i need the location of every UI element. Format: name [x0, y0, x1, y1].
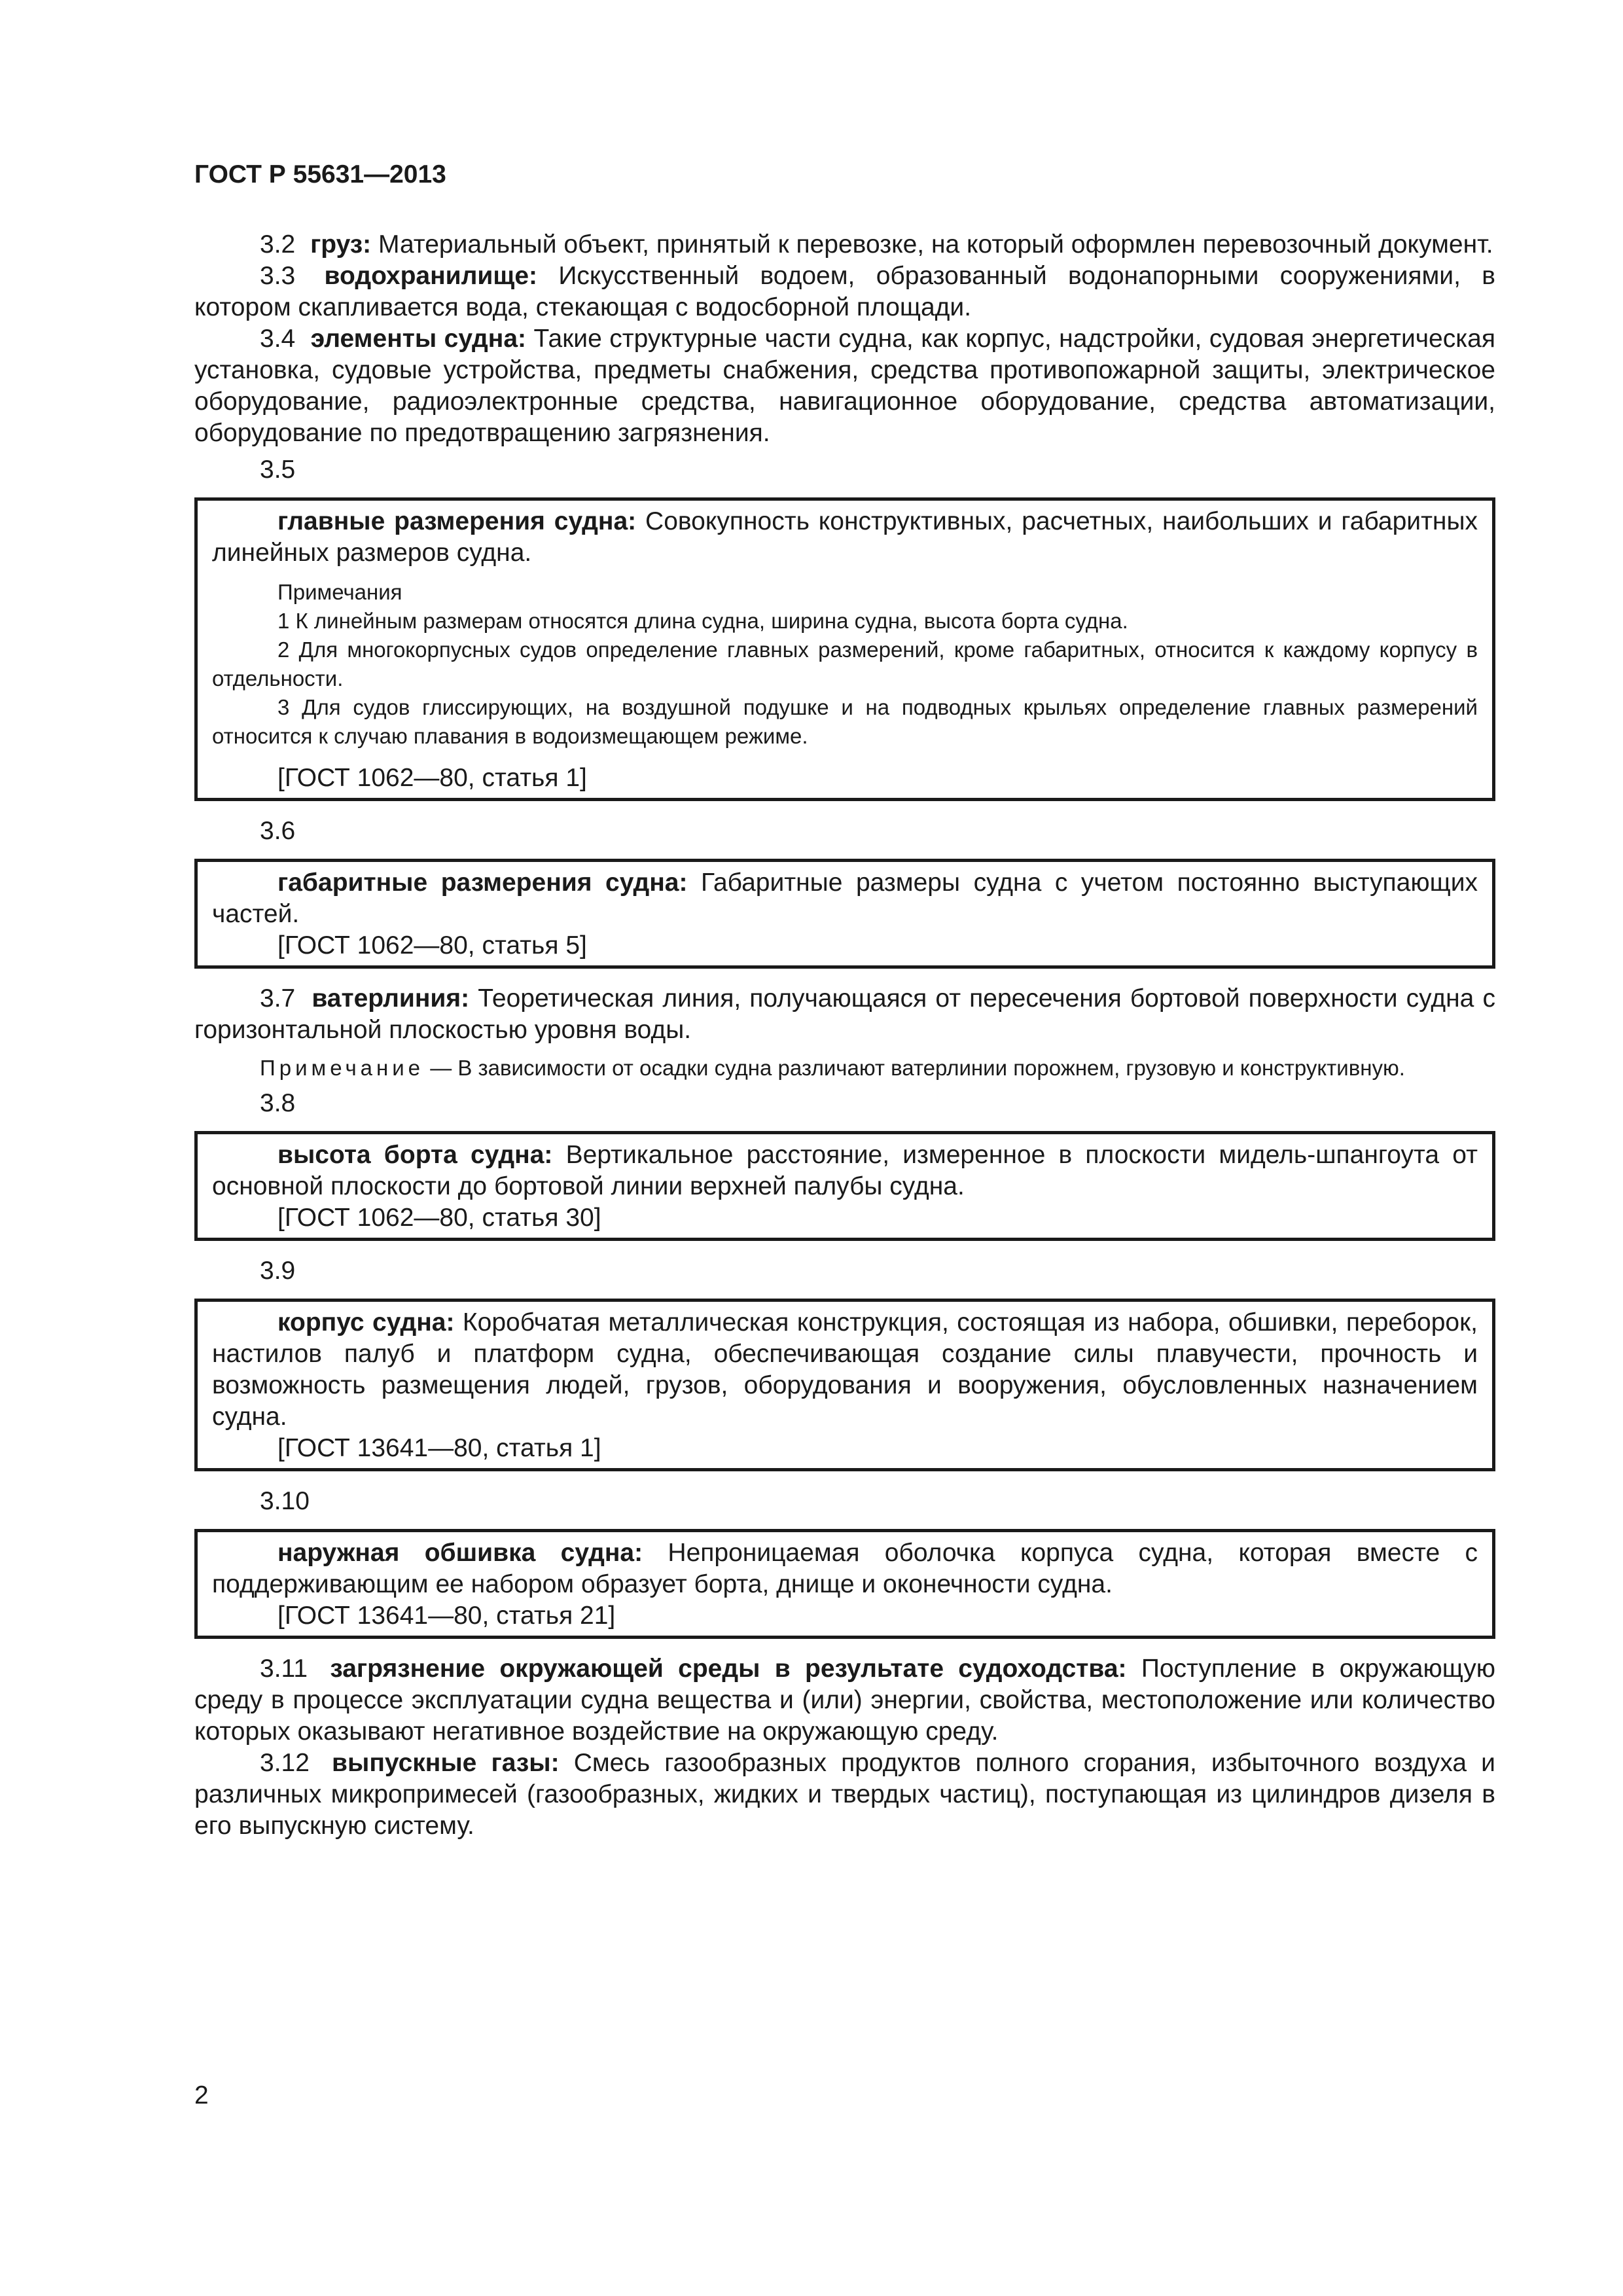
term-name: корпус судна: [277, 1308, 455, 1336]
page-header: ГОСТ Р 55631—2013 [194, 160, 446, 188]
term-source: [ГОСТ 1062—80, статья 5] [277, 931, 587, 960]
term-definition: Вертикальное расстояние, измеренное в плоскости мидель-шпангоута от основной плоскости до бортовой линии верхней палубы судна. [212, 1141, 1478, 1200]
term-box-3-5 [194, 497, 1495, 801]
term-number-3-5: 3.5 [260, 456, 296, 484]
document-body [194, 229, 1495, 1842]
note-label: Примечание [260, 1056, 425, 1080]
term-definition: Смесь газообразных продуктов полного сгорания, избыточного воздуха и различных микропримесей (газообразных, жидких и твердых частиц), поступающая из цилиндров дизеля в его выпускную систему. [194, 1749, 1495, 1840]
term-name: главные размерения судна: [277, 507, 637, 535]
term-3-8 [212, 1139, 1478, 1202]
term-3-9 [212, 1307, 1478, 1433]
term-number-3-9: 3.9 [260, 1257, 296, 1285]
term-number-3-8: 3.8 [260, 1089, 296, 1117]
term-box-3-10 [194, 1529, 1495, 1639]
term-definition: Непроницаемая оболочка корпуса судна, которая вместе с поддерживающим ее набором образует борта, днище и оконечности судна. [212, 1539, 1478, 1598]
term-3-12 [194, 1748, 1495, 1842]
term-3-5 [212, 506, 1478, 569]
term-number: 3.4 [260, 325, 296, 353]
note-item: 1 К линейным размерам относятся длина судна, ширина судна, высота борта судна. [277, 609, 1128, 633]
term-3-2 [194, 229, 1495, 260]
term-number: 3.11 [260, 1655, 308, 1683]
term-name: загрязнение окружающей среды в результате судоходства: [330, 1655, 1127, 1683]
term-name: ватерлиния: [312, 984, 470, 1013]
term-3-6 [212, 867, 1478, 930]
term-number: 3.7 [260, 984, 296, 1013]
term-source: [ГОСТ 1062—80, статья 1] [277, 764, 587, 792]
term-definition: Совокупность конструктивных, расчетных, наибольших и габаритных линейных размеров судна. [212, 507, 1478, 567]
term-definition: Коробчатая металлическая конструкция, состоящая из набора, обшивки, переборок, настилов палуб и платформ судна, обеспечивающая создание силы плавучести, прочность и возможность размещения людей, грузов, оборудования и вооружения, обусловленных назначением судна. [212, 1308, 1478, 1431]
term-box-3-6 [194, 859, 1495, 969]
term-3-7 [194, 983, 1495, 1046]
term-definition: Материальный объект, принятый к перевозке, на который оформлен перевозочный документ. [378, 230, 1493, 259]
term-definition: Поступление в окружающую среду в процессе эксплуатации судна вещества и (или) энергии, свойства, местоположение или количество которых оказывают негативное воздействие на окружающую среду. [194, 1655, 1495, 1746]
note-item: 2 Для многокорпусных судов определение главных размерений, кроме габаритных, относится к каждому корпусу в отдельности. [212, 637, 1478, 691]
term-source: [ГОСТ 13641—80, статья 21] [277, 1602, 616, 1630]
note-3-7 [194, 1054, 1495, 1083]
term-3-11 [194, 1653, 1495, 1748]
note-item: 3 Для судов глиссирующих, на воздушной подушке и на подводных крыльях определение главных размерений относится к случаю плавания в водоизмещающем режиме. [212, 695, 1478, 748]
notes-title: Примечания [277, 580, 402, 604]
term-3-4 [194, 323, 1495, 449]
term-name: высота борта судна: [277, 1141, 553, 1169]
term-definition: Искусственный водоем, образованный водонапорными сооружениями, в котором скапливается вода, стекающая с водосборной площади. [194, 262, 1495, 321]
term-definition: Теоретическая линия, получающаяся от пересечения бортовой поверхности судна с горизонтальной плоскостью уровня воды. [194, 984, 1495, 1044]
term-definition: Габаритные размеры судна с учетом постоянно выступающих частей. [212, 869, 1478, 928]
term-number: 3.2 [260, 230, 296, 259]
term-name: выпускные газы: [332, 1749, 560, 1777]
term-name: водохранилище: [324, 262, 537, 290]
page-number: 2 [194, 2081, 209, 2109]
notes-block [212, 578, 1478, 751]
term-box-3-9 [194, 1299, 1495, 1471]
term-name: элементы судна: [310, 325, 527, 353]
term-number-3-10: 3.10 [260, 1487, 310, 1515]
term-name: габаритные размерения судна: [277, 869, 688, 897]
term-number: 3.3 [260, 262, 296, 290]
term-number-3-6: 3.6 [260, 817, 296, 845]
term-3-3 [194, 260, 1495, 323]
term-number: 3.12 [260, 1749, 310, 1777]
term-name: груз: [310, 230, 372, 259]
note-text: — В зависимости от осадки судна различают ватерлинии порожнем, грузовую и конструктивную. [430, 1056, 1405, 1080]
term-source: [ГОСТ 13641—80, статья 1] [277, 1434, 601, 1462]
term-3-10 [212, 1537, 1478, 1600]
term-source: [ГОСТ 1062—80, статья 30] [277, 1204, 601, 1232]
term-name: наружная обшивка судна: [277, 1539, 643, 1567]
term-box-3-8 [194, 1131, 1495, 1241]
term-definition: Такие структурные части судна, как корпус, надстройки, судовая энергетическая установка, судовые устройства, предметы снабжения, средства противопожарной защиты, электрическое оборудование, радиоэлектронные средства, навигационное оборудование, средства автоматизации, оборудование по предотвращению загрязнения. [194, 325, 1495, 447]
